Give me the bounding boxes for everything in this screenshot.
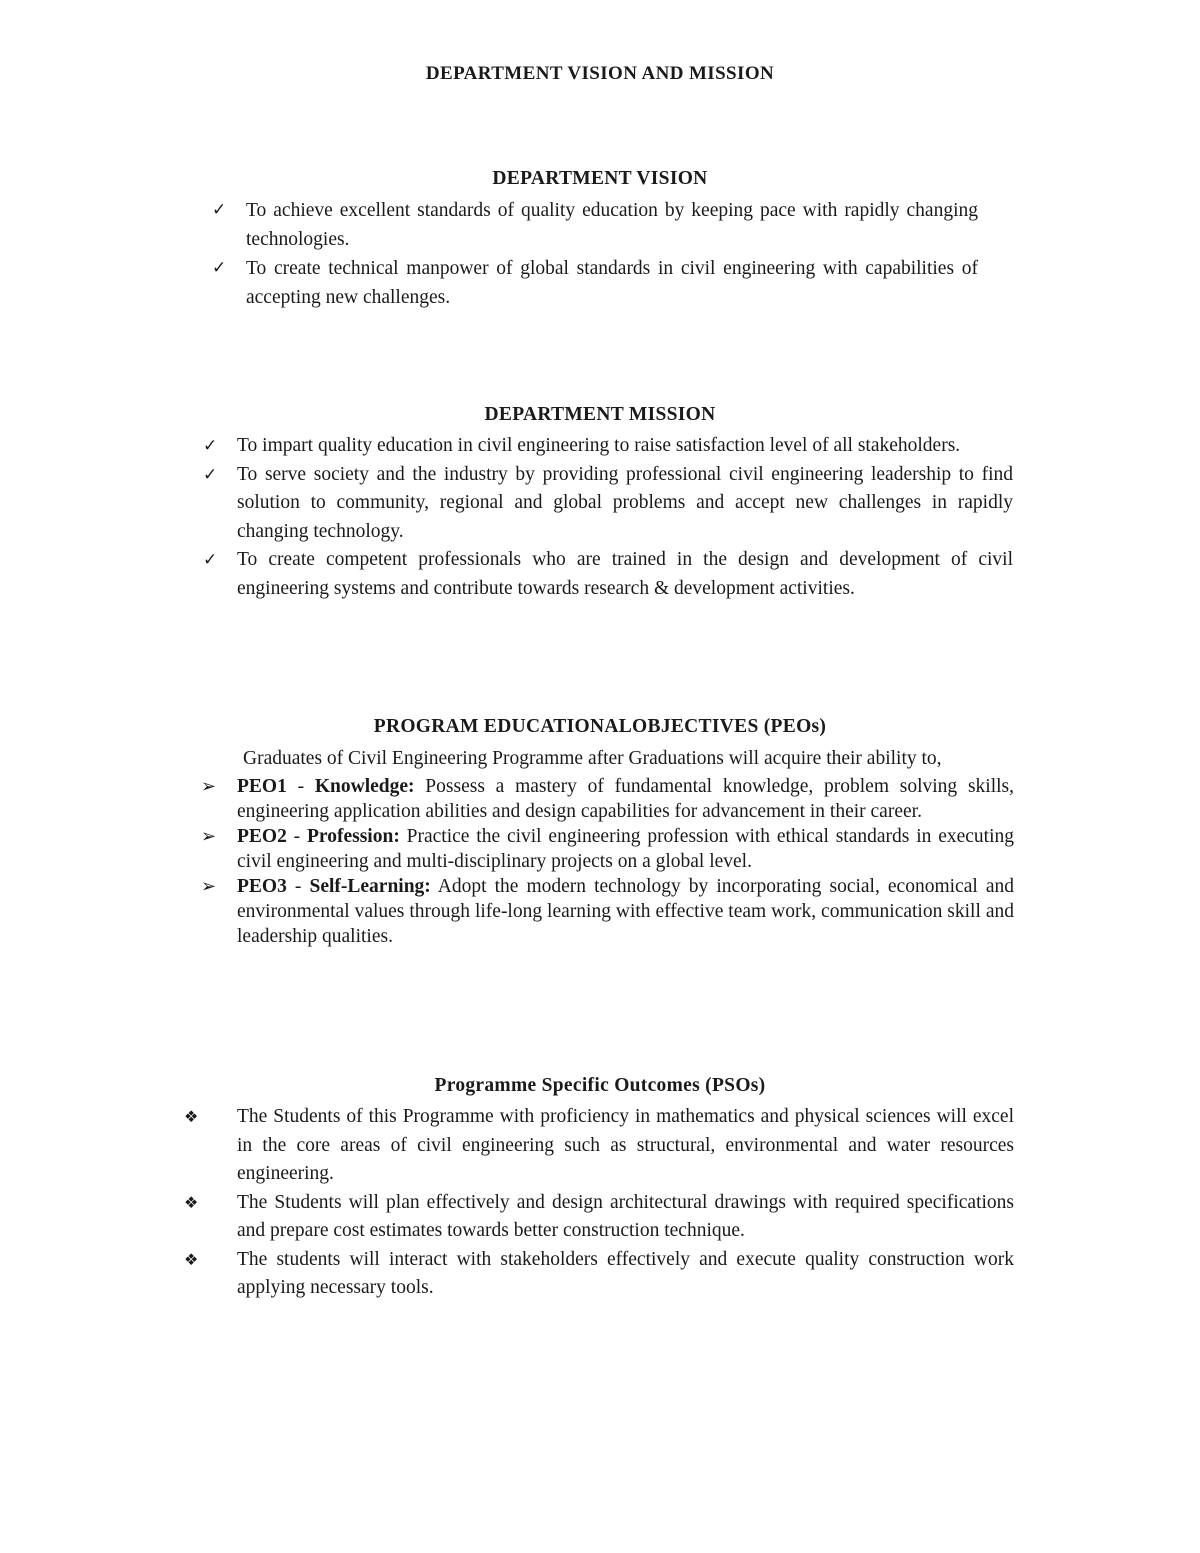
list-item xyxy=(201,824,1014,874)
peo-separator: - xyxy=(286,776,315,797)
peo-separator: - xyxy=(286,826,308,847)
four-diamond-icon: ❖ xyxy=(184,1192,199,1212)
arrowhead-icon: ➢ xyxy=(201,826,217,847)
list-item xyxy=(203,461,1013,547)
check-mark-icon: ✓ xyxy=(203,436,218,456)
pso-section xyxy=(0,1075,1200,1303)
list-item xyxy=(212,254,978,312)
page-title: DEPARTMENT VISION AND MISSION xyxy=(425,63,775,84)
pso-item-text: The Students will plan effectively and design architectural drawings with required specifications and prepare cost estimates towards better construction technique. xyxy=(237,1191,1014,1241)
peo-intro: Graduates of Civil Engineering Programme after Graduations will acquire their ability to, xyxy=(243,748,942,769)
peo-code: PEO2 xyxy=(237,826,287,847)
vision-item-text: To achieve excellent standards of quality education by keeping pace with rapidly changing technologies. xyxy=(246,200,978,250)
vision-item-text: To create technical manpower of global standards in civil engineering with capabilities of accepting new challenges. xyxy=(246,258,978,308)
list-item xyxy=(201,774,1015,824)
check-mark-icon: ✓ xyxy=(203,464,218,485)
peo-list xyxy=(0,774,1200,949)
four-diamond-icon: ❖ xyxy=(184,1249,199,1269)
pso-item-text: The Students of this Programme with proficiency in mathematics and physical sciences will excel in the core areas of civil engineering such as structural, environmental and water resources engineering. xyxy=(237,1106,1014,1184)
list-item xyxy=(201,874,1014,949)
mission-item-text: To impart quality education in civil engineering to raise satisfaction level of all stakeholders. xyxy=(237,435,961,456)
peo-code: PEO1 xyxy=(237,776,287,797)
mission-section xyxy=(0,404,1200,603)
peo-text: Practice the civil engineering profession with ethical standards in executing civil engineering and multi-disciplinary projects on a global level. xyxy=(237,826,1014,872)
check-mark-icon: ✓ xyxy=(212,258,227,278)
mission-item-text: To serve society and the industry by providing professional civil engineering leadership to find solution to community, regional and global problems and accept new challenges in rapidly changing technology. xyxy=(237,463,1013,542)
pso-item-text: The students will interact with stakeholders effectively and execute quality construction work applying necessary tools. xyxy=(237,1248,1014,1298)
peo-code: PEO3 xyxy=(237,876,287,897)
peo-name: Self-Learning: xyxy=(309,876,431,897)
vision-list xyxy=(0,196,1200,312)
peo-text: Adopt the modern technology by incorporating social, economical and environmental values through life-long learning with effective team work, communication skill and leadership qualities. xyxy=(237,876,1014,947)
peo-separator: - xyxy=(286,876,310,897)
mission-heading: DEPARTMENT MISSION xyxy=(484,404,716,425)
vision-section xyxy=(0,168,1200,312)
peo-heading: PROGRAM EDUCATIONALOBJECTIVES (PEOs) xyxy=(373,716,827,737)
list-item xyxy=(184,1246,1014,1303)
check-mark-icon: ✓ xyxy=(212,200,227,220)
pso-heading: Programme Specific Outcomes (PSOs) xyxy=(434,1075,766,1096)
arrowhead-icon: ➢ xyxy=(201,876,217,897)
list-item xyxy=(203,432,1013,461)
list-item xyxy=(184,1103,1014,1189)
four-diamond-icon: ❖ xyxy=(184,1107,199,1126)
peo-section xyxy=(0,716,1200,949)
pso-list xyxy=(0,1103,1200,1303)
list-item xyxy=(203,546,1013,603)
peo-name: Profession: xyxy=(307,826,400,847)
mission-item-text: To create competent professionals who are trained in the design and development of civil engineering systems and contribute towards research & development activities. xyxy=(237,549,1013,599)
mission-list xyxy=(0,432,1200,603)
check-mark-icon: ✓ xyxy=(203,550,218,570)
peo-text: Possess a mastery of fundamental knowledge, problem solving skills, engineering application abilities and design capabilities for advancement in their career. xyxy=(237,776,1015,822)
arrowhead-icon: ➢ xyxy=(201,776,217,797)
peo-name: Knowledge: xyxy=(314,776,415,797)
list-item xyxy=(212,196,978,254)
vision-heading: DEPARTMENT VISION xyxy=(492,168,708,189)
list-item xyxy=(184,1189,1014,1246)
